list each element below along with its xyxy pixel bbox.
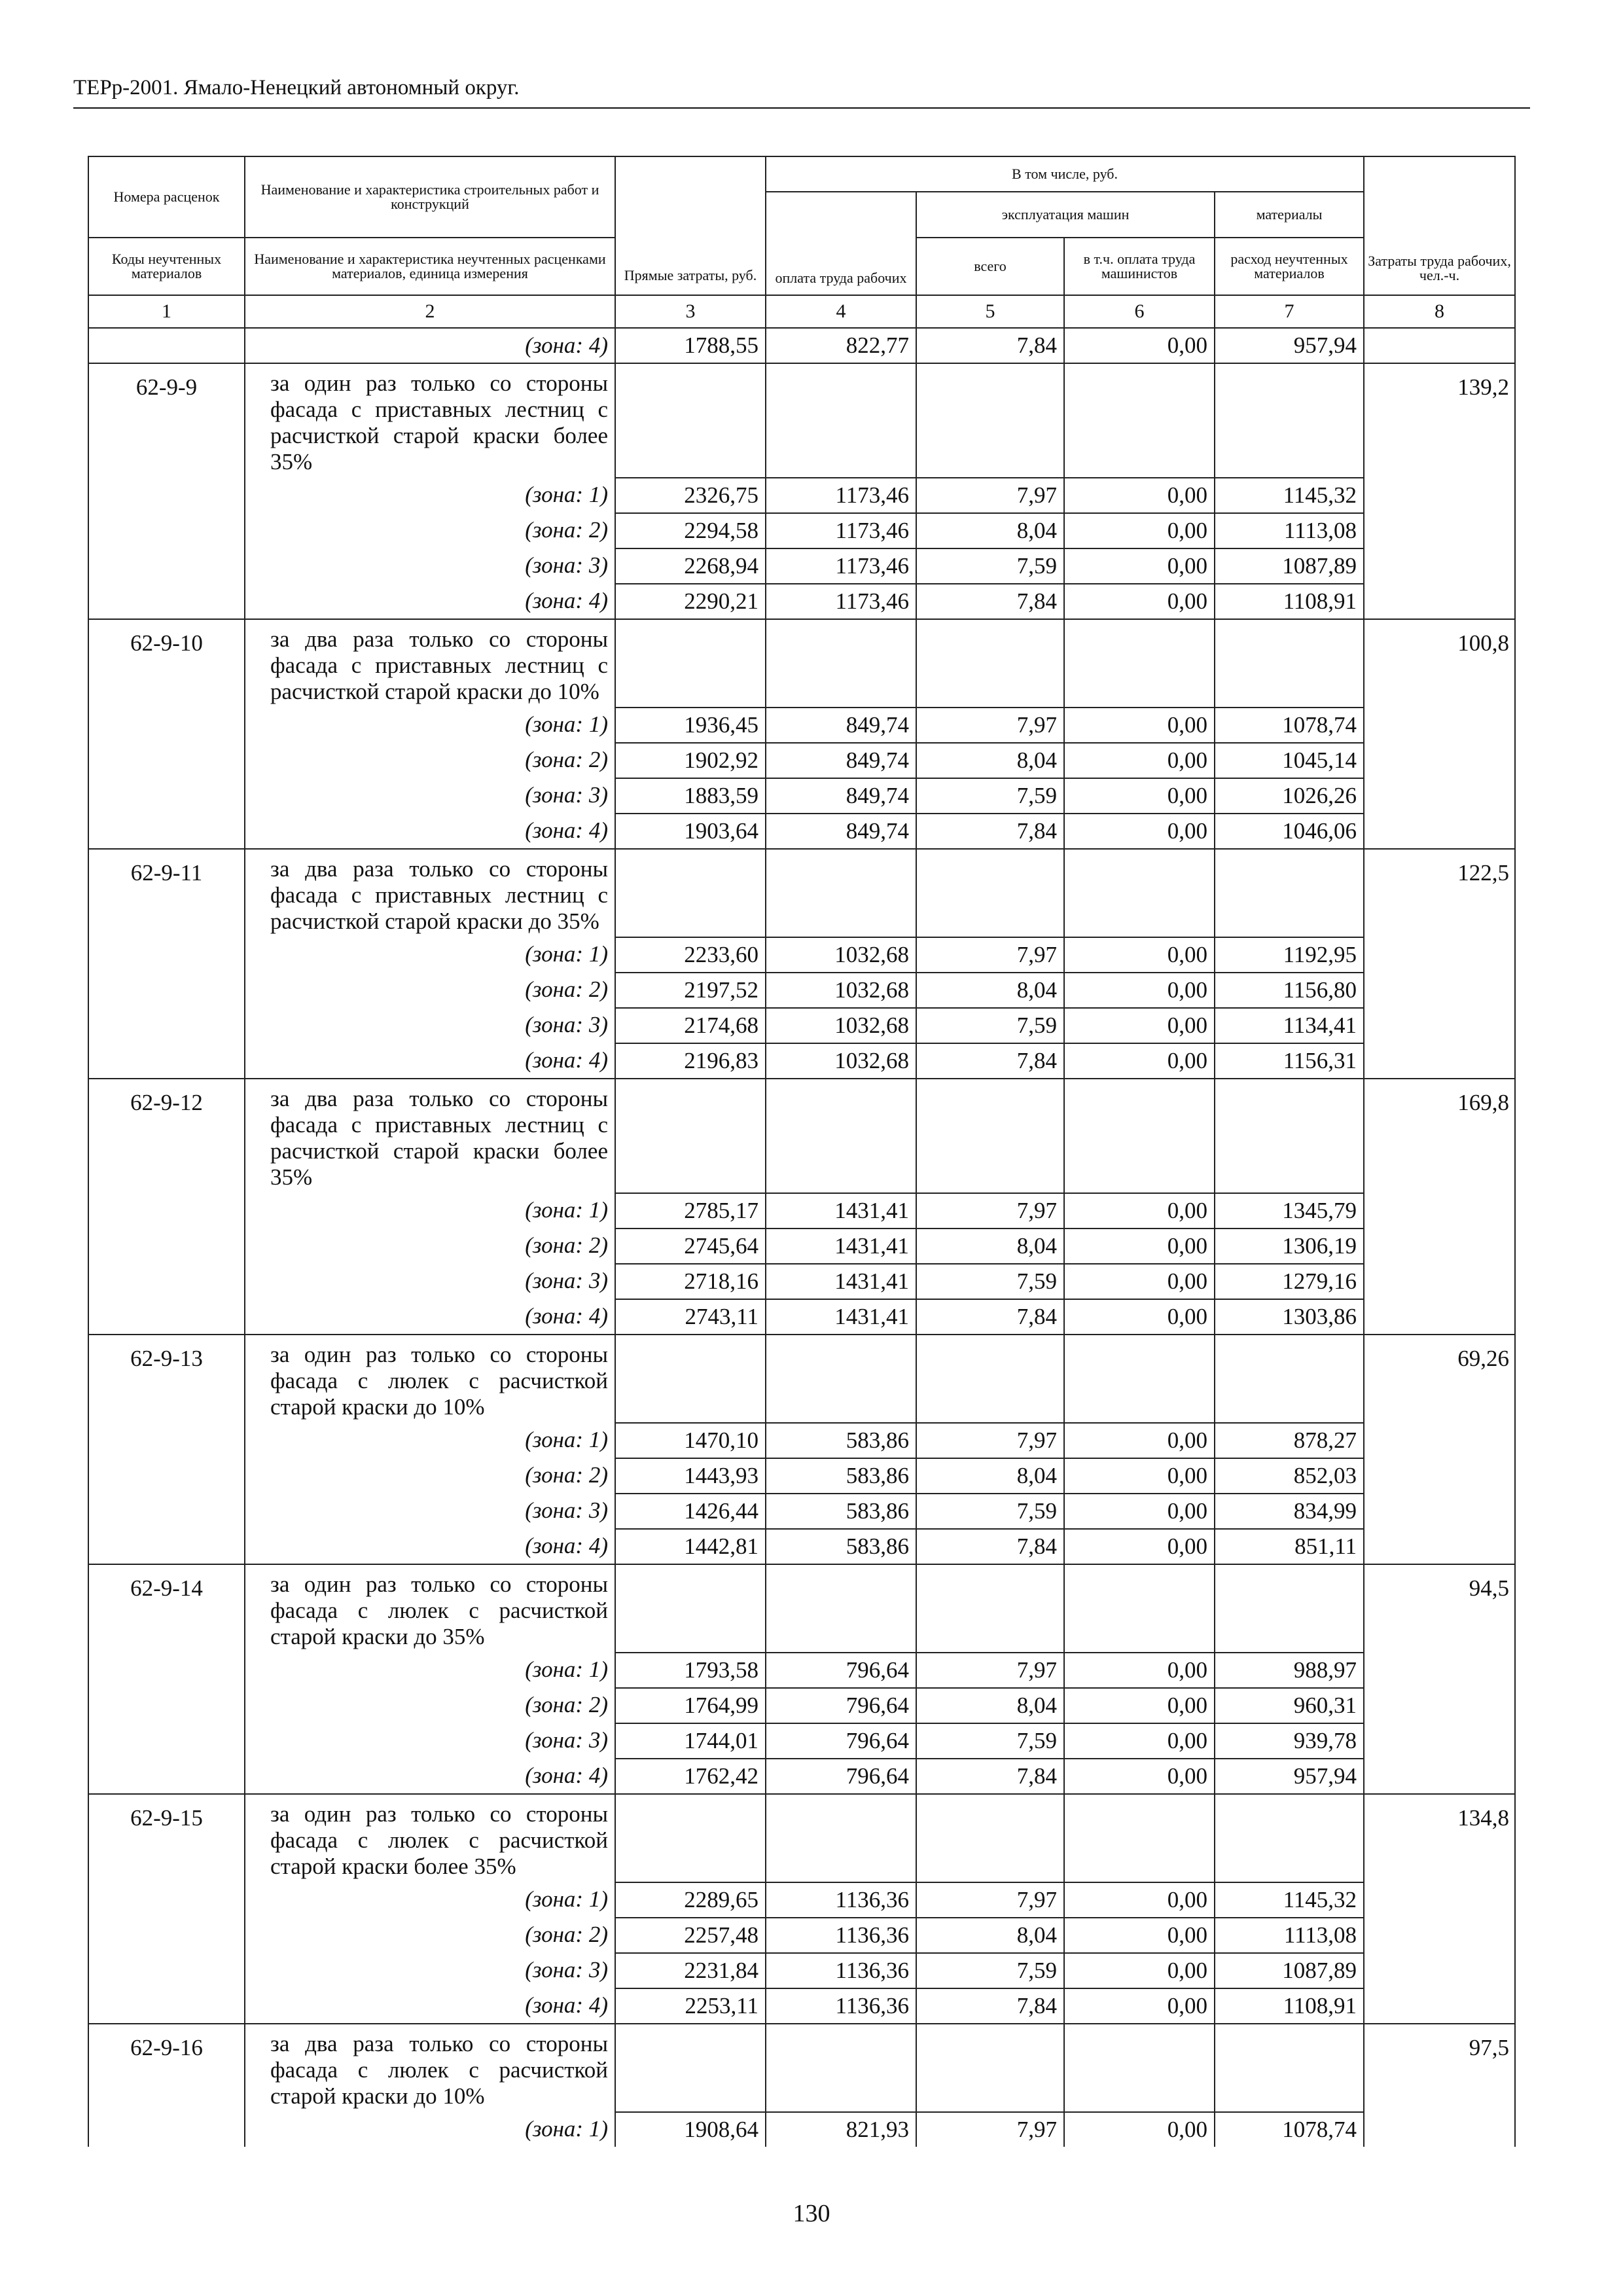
labor-costs-cell: 97,5: [1364, 2024, 1515, 2147]
machinist-pay-cell: 0,00: [1064, 2112, 1215, 2147]
rate-code: 62-9-12: [88, 1079, 245, 1335]
materials-cell: 1192,95: [1215, 937, 1364, 973]
machine-total-cell: 7,59: [916, 1264, 1064, 1299]
materials-cell: 957,94: [1215, 1759, 1364, 1794]
zone-row: [88, 1229, 1515, 1264]
machinist-pay-cell: 0,00: [1064, 1008, 1215, 1043]
column-number: 3: [615, 295, 766, 328]
rate-entry-row: [88, 849, 1515, 937]
worker-pay-cell: 1431,41: [766, 1193, 916, 1229]
zone-label: (зона: 2): [245, 513, 615, 548]
direct-costs-cell: 2718,16: [615, 1264, 766, 1299]
machinist-pay-cell: 0,00: [1064, 1882, 1215, 1918]
materials-cell: 1087,89: [1215, 548, 1364, 584]
direct-costs-cell: 2745,64: [615, 1229, 766, 1264]
col-material-codes: Коды неучтенных материалов: [88, 238, 245, 295]
direct-costs-cell: 2253,11: [615, 1988, 766, 2024]
machinist-pay-cell: 0,00: [1064, 1759, 1215, 1794]
materials-cell: 1279,16: [1215, 1264, 1364, 1299]
zone-label: (зона: 3): [245, 548, 615, 584]
machine-total-cell: 7,84: [916, 584, 1064, 619]
machinist-pay-cell: 0,00: [1064, 1458, 1215, 1494]
direct-costs-cell: 2257,48: [615, 1918, 766, 1953]
machinist-pay-cell: 0,00: [1064, 1299, 1215, 1335]
worker-pay-cell: 1173,46: [766, 548, 916, 584]
machine-total-cell: 7,97: [916, 708, 1064, 743]
machinist-pay-cell: 0,00: [1064, 743, 1215, 778]
direct-costs-cell: 2174,68: [615, 1008, 766, 1043]
machine-total-cell: 7,97: [916, 937, 1064, 973]
machinist-pay-cell: 0,00: [1064, 1988, 1215, 2024]
zone-label: (зона: 4): [245, 1988, 615, 2024]
zone-row: [88, 708, 1515, 743]
page-number: 130: [793, 2200, 830, 2227]
materials-cell: 1045,14: [1215, 743, 1364, 778]
machinist-pay-cell: 0,00: [1064, 1423, 1215, 1458]
zone-label: (зона: 3): [245, 1494, 615, 1529]
rate-code: 62-9-13: [88, 1335, 245, 1564]
machine-total-cell: 7,84: [916, 328, 1064, 363]
rate-entry-row: [88, 2024, 1515, 2112]
page-header: [73, 73, 1530, 109]
materials-cell: 1156,80: [1215, 973, 1364, 1008]
work-description: за два раза только со стороны фасада с люлек с расчисткой старой краски до 10%: [245, 2024, 615, 2112]
direct-costs-cell: 2326,75: [615, 478, 766, 513]
rates-table: [88, 156, 1516, 2147]
machine-total-cell: 8,04: [916, 1458, 1064, 1494]
materials-cell: 1145,32: [1215, 478, 1364, 513]
machinist-pay-cell: 0,00: [1064, 548, 1215, 584]
worker-pay-cell: 796,64: [766, 1723, 916, 1759]
direct-costs-cell: 1762,42: [615, 1759, 766, 1794]
worker-pay-cell: 1032,68: [766, 1008, 916, 1043]
machinist-pay-cell: 0,00: [1064, 708, 1215, 743]
worker-pay-cell: 1136,36: [766, 1882, 916, 1918]
zone-label: (зона: 2): [245, 743, 615, 778]
col-including: В том числе, руб.: [766, 156, 1364, 192]
worker-pay-cell: 796,64: [766, 1688, 916, 1723]
column-number: 4: [766, 295, 916, 328]
zone-row: [88, 1759, 1515, 1794]
direct-costs-cell: 2294,58: [615, 513, 766, 548]
labor-costs-cell: 100,8: [1364, 619, 1515, 849]
machine-total-cell: 7,84: [916, 1988, 1064, 2024]
col-rate-number: Номера расценок: [88, 156, 245, 238]
machine-total-cell: 8,04: [916, 973, 1064, 1008]
zone-label: (зона: 3): [245, 1723, 615, 1759]
materials-cell: 878,27: [1215, 1423, 1364, 1458]
zone-label: (зона: 1): [245, 1882, 615, 1918]
zone-label: (зона: 4): [245, 1529, 615, 1564]
worker-pay-cell: 583,86: [766, 1529, 916, 1564]
machinist-pay-cell: 0,00: [1064, 1918, 1215, 1953]
zone-row: [88, 973, 1515, 1008]
materials-cell: 1303,86: [1215, 1299, 1364, 1335]
direct-costs-cell: 1902,92: [615, 743, 766, 778]
machinist-pay-cell: 0,00: [1064, 1653, 1215, 1688]
zone-label: (зона: 1): [245, 1193, 615, 1229]
materials-cell: 1145,32: [1215, 1882, 1364, 1918]
machinist-pay-cell: 0,00: [1064, 1043, 1215, 1079]
rate-code: 62-9-10: [88, 619, 245, 849]
zone-label: (зона: 4): [245, 1299, 615, 1335]
machine-total-cell: 7,84: [916, 814, 1064, 849]
col-direct-costs: Прямые затраты, руб.: [615, 156, 766, 295]
worker-pay-cell: 1136,36: [766, 1988, 916, 2024]
zone-row: [88, 2112, 1515, 2147]
machine-total-cell: 8,04: [916, 513, 1064, 548]
zone-label: (зона: 4): [245, 1043, 615, 1079]
rate-entry-row: [88, 363, 1515, 478]
rate-entry-row: [88, 1794, 1515, 1882]
materials-cell: 1078,74: [1215, 708, 1364, 743]
machinist-pay-cell: 0,00: [1064, 584, 1215, 619]
materials-cell: 957,94: [1215, 328, 1364, 363]
materials-cell: 1108,91: [1215, 584, 1364, 619]
work-description: за два раза только со стороны фасада с приставных лестниц с расчисткой старой краски более 35%: [245, 1079, 615, 1193]
worker-pay-cell: 1136,36: [766, 1953, 916, 1988]
zone-row: [88, 1008, 1515, 1043]
zone-label: (зона: 1): [245, 1653, 615, 1688]
zone-row: [88, 513, 1515, 548]
materials-cell: 834,99: [1215, 1494, 1364, 1529]
work-description: за два раза только со стороны фасада с приставных лестниц с расчисткой старой краски до 10%: [245, 619, 615, 708]
direct-costs-cell: 1936,45: [615, 708, 766, 743]
zone-row: [88, 778, 1515, 814]
work-description: за один раз только со стороны фасада с люлек с расчисткой старой краски более 35%: [245, 1794, 615, 1882]
machine-total-cell: 8,04: [916, 1918, 1064, 1953]
zone-row: [88, 1653, 1515, 1688]
zone-label: (зона: 1): [245, 937, 615, 973]
labor-costs-cell: 94,5: [1364, 1564, 1515, 1794]
direct-costs-cell: 1764,99: [615, 1688, 766, 1723]
col-materials: материалы: [1215, 192, 1364, 238]
machine-total-cell: 7,84: [916, 1759, 1064, 1794]
machinist-pay-cell: 0,00: [1064, 1723, 1215, 1759]
direct-costs-cell: 2785,17: [615, 1193, 766, 1229]
zone-label: (зона: 3): [245, 1008, 615, 1043]
materials-cell: 1078,74: [1215, 2112, 1364, 2147]
machinist-pay-cell: 0,00: [1064, 513, 1215, 548]
materials-cell: 1026,26: [1215, 778, 1364, 814]
zone-label: (зона: 2): [245, 1918, 615, 1953]
materials-cell: 1134,41: [1215, 1008, 1364, 1043]
worker-pay-cell: 1032,68: [766, 937, 916, 973]
direct-costs-cell: 1443,93: [615, 1458, 766, 1494]
rate-code: 62-9-11: [88, 849, 245, 1079]
machinist-pay-cell: 0,00: [1064, 1264, 1215, 1299]
worker-pay-cell: 849,74: [766, 778, 916, 814]
direct-costs-cell: 2197,52: [615, 973, 766, 1008]
rate-entry-row: [88, 1335, 1515, 1423]
worker-pay-cell: 796,64: [766, 1759, 916, 1794]
direct-costs-cell: 2743,11: [615, 1299, 766, 1335]
document-title: ТЕРр-2001. Ямало-Ненецкий автономный округ.: [73, 76, 520, 99]
machinist-pay-cell: 0,00: [1064, 1688, 1215, 1723]
rate-code: 62-9-14: [88, 1564, 245, 1794]
materials-cell: 939,78: [1215, 1723, 1364, 1759]
machinist-pay-cell: 0,00: [1064, 478, 1215, 513]
worker-pay-cell: 849,74: [766, 708, 916, 743]
zone-row: [88, 1882, 1515, 1918]
zone-label: (зона: 4): [245, 328, 615, 363]
direct-costs-cell: 2233,60: [615, 937, 766, 973]
zone-label: (зона: 2): [245, 973, 615, 1008]
labor-costs-cell: 69,26: [1364, 1335, 1515, 1564]
direct-costs-cell: 2196,83: [615, 1043, 766, 1079]
col-machine-operation: эксплуатация машин: [916, 192, 1215, 238]
worker-pay-cell: 822,77: [766, 328, 916, 363]
materials-cell: 1046,06: [1215, 814, 1364, 849]
zone-row: [88, 1299, 1515, 1335]
machinist-pay-cell: 0,00: [1064, 1229, 1215, 1264]
materials-cell: 1087,89: [1215, 1953, 1364, 1988]
zone-row: [88, 1043, 1515, 1079]
work-description: за один раз только со стороны фасада с люлек с расчисткой старой краски до 35%: [245, 1564, 615, 1653]
machine-total-cell: 7,59: [916, 1953, 1064, 1988]
zone-label: (зона: 1): [245, 478, 615, 513]
machinist-pay-cell: 0,00: [1064, 1953, 1215, 1988]
worker-pay-cell: 796,64: [766, 1653, 916, 1688]
direct-costs-cell: 2268,94: [615, 548, 766, 584]
column-number: 5: [916, 295, 1064, 328]
machine-total-cell: 7,97: [916, 1882, 1064, 1918]
col-machine-total: всего: [916, 238, 1064, 295]
machinist-pay-cell: 0,00: [1064, 1529, 1215, 1564]
rate-code: 62-9-16: [88, 2024, 245, 2147]
worker-pay-cell: 1173,46: [766, 478, 916, 513]
zone-label: (зона: 1): [245, 708, 615, 743]
zone-label: (зона: 2): [245, 1688, 615, 1723]
direct-costs-cell: 1908,64: [615, 2112, 766, 2147]
machine-total-cell: 7,84: [916, 1299, 1064, 1335]
labor-costs-cell: 134,8: [1364, 1794, 1515, 2024]
zone-label: (зона: 2): [245, 1229, 615, 1264]
machine-total-cell: 7,59: [916, 1008, 1064, 1043]
col-labor-costs: Затраты труда рабочих, чел.-ч.: [1364, 156, 1515, 295]
worker-pay-cell: 583,86: [766, 1494, 916, 1529]
materials-cell: 988,97: [1215, 1653, 1364, 1688]
direct-costs-cell: 1470,10: [615, 1423, 766, 1458]
materials-cell: 1113,08: [1215, 1918, 1364, 1953]
machinist-pay-cell: 0,00: [1064, 814, 1215, 849]
direct-costs-cell: 1788,55: [615, 328, 766, 363]
labor-costs-cell: 139,2: [1364, 363, 1515, 619]
zone-row: [88, 584, 1515, 619]
column-number: 1: [88, 295, 245, 328]
materials-cell: 1306,19: [1215, 1229, 1364, 1264]
worker-pay-cell: 1032,68: [766, 973, 916, 1008]
work-description: за два раза только со стороны фасада с приставных лестниц с расчисткой старой краски до 35%: [245, 849, 615, 937]
zone-label: (зона: 2): [245, 1458, 615, 1494]
rate-entry-row: [88, 1564, 1515, 1653]
machine-total-cell: 7,97: [916, 1653, 1064, 1688]
materials-cell: 851,11: [1215, 1529, 1364, 1564]
machine-total-cell: 7,59: [916, 1723, 1064, 1759]
direct-costs-cell: 1883,59: [615, 778, 766, 814]
zone-row: [88, 1953, 1515, 1988]
worker-pay-cell: 1173,46: [766, 584, 916, 619]
machine-total-cell: 8,04: [916, 1688, 1064, 1723]
rate-code: 62-9-9: [88, 363, 245, 619]
worker-pay-cell: 1431,41: [766, 1229, 916, 1264]
zone-row: [88, 1494, 1515, 1529]
zone-row: [88, 1529, 1515, 1564]
col-machinist-pay: в т.ч. оплата труда машинистов: [1064, 238, 1215, 295]
direct-costs-cell: 1744,01: [615, 1723, 766, 1759]
machinist-pay-cell: 0,00: [1064, 1494, 1215, 1529]
col-material-usage: расход неучтенных материалов: [1215, 238, 1364, 295]
machine-total-cell: 7,97: [916, 478, 1064, 513]
column-number: 8: [1364, 295, 1515, 328]
carry-over-row: [88, 328, 1515, 363]
machine-total-cell: 7,97: [916, 1193, 1064, 1229]
worker-pay-cell: 1136,36: [766, 1918, 916, 1953]
col-worker-pay: оплата труда рабочих: [766, 192, 916, 295]
direct-costs-cell: 2289,65: [615, 1882, 766, 1918]
machine-total-cell: 8,04: [916, 1229, 1064, 1264]
zone-row: [88, 1688, 1515, 1723]
zone-label: (зона: 3): [245, 1953, 615, 1988]
rate-entry-row: [88, 1079, 1515, 1193]
rate-code: 62-9-15: [88, 1794, 245, 2024]
worker-pay-cell: 583,86: [766, 1423, 916, 1458]
materials-cell: 960,31: [1215, 1688, 1364, 1723]
machinist-pay-cell: 0,00: [1064, 937, 1215, 973]
materials-cell: 1156,31: [1215, 1043, 1364, 1079]
direct-costs-cell: 1442,81: [615, 1529, 766, 1564]
col-material-name: Наименование и характеристика неучтенных расценками материалов, единица измерения: [245, 238, 615, 295]
zone-label: (зона: 3): [245, 1264, 615, 1299]
zone-row: [88, 1988, 1515, 2024]
zone-row: [88, 1264, 1515, 1299]
machine-total-cell: 7,97: [916, 2112, 1064, 2147]
worker-pay-cell: 583,86: [766, 1458, 916, 1494]
worker-pay-cell: 849,74: [766, 814, 916, 849]
zone-row: [88, 1723, 1515, 1759]
machine-total-cell: 7,97: [916, 1423, 1064, 1458]
zone-label: (зона: 4): [245, 1759, 615, 1794]
direct-costs-cell: 2231,84: [615, 1953, 766, 1988]
machine-total-cell: 7,84: [916, 1529, 1064, 1564]
machine-total-cell: 7,59: [916, 778, 1064, 814]
worker-pay-cell: 1173,46: [766, 513, 916, 548]
worker-pay-cell: 1431,41: [766, 1299, 916, 1335]
materials-cell: 1108,91: [1215, 1988, 1364, 2024]
zone-row: [88, 548, 1515, 584]
zone-label: (зона: 4): [245, 584, 615, 619]
materials-cell: 1345,79: [1215, 1193, 1364, 1229]
materials-cell: 852,03: [1215, 1458, 1364, 1494]
worker-pay-cell: 1032,68: [766, 1043, 916, 1079]
machinist-pay-cell: 0,00: [1064, 1193, 1215, 1229]
machinist-pay-cell: 0,00: [1064, 328, 1215, 363]
machine-total-cell: 7,59: [916, 1494, 1064, 1529]
zone-label: (зона: 1): [245, 1423, 615, 1458]
zone-label: (зона: 4): [245, 814, 615, 849]
labor-costs-cell: 169,8: [1364, 1079, 1515, 1335]
direct-costs-cell: 1903,64: [615, 814, 766, 849]
zone-row: [88, 1458, 1515, 1494]
zone-row: [88, 1193, 1515, 1229]
machinist-pay-cell: 0,00: [1064, 778, 1215, 814]
zone-row: [88, 743, 1515, 778]
machine-total-cell: 7,59: [916, 548, 1064, 584]
materials-cell: 1113,08: [1215, 513, 1364, 548]
zone-row: [88, 937, 1515, 973]
work-description: за один раз только со стороны фасада с приставных лестниц с расчисткой старой краски более 35%: [245, 363, 615, 478]
zone-label: (зона: 1): [245, 2112, 615, 2147]
worker-pay-cell: 821,93: [766, 2112, 916, 2147]
worker-pay-cell: 1431,41: [766, 1264, 916, 1299]
direct-costs-cell: 1426,44: [615, 1494, 766, 1529]
machinist-pay-cell: 0,00: [1064, 973, 1215, 1008]
column-number: 6: [1064, 295, 1215, 328]
zone-row: [88, 478, 1515, 513]
zone-row: [88, 814, 1515, 849]
zone-row: [88, 1918, 1515, 1953]
machine-total-cell: 7,84: [916, 1043, 1064, 1079]
direct-costs-cell: 2290,21: [615, 584, 766, 619]
zone-row: [88, 1423, 1515, 1458]
zone-label: (зона: 3): [245, 778, 615, 814]
column-number-row: [88, 295, 1515, 328]
column-number: 2: [245, 295, 615, 328]
direct-costs-cell: 1793,58: [615, 1653, 766, 1688]
col-work-name: Наименование и характеристика строительных работ и конструкций: [245, 156, 615, 238]
work-description: за один раз только со стороны фасада с люлек с расчисткой старой краски до 10%: [245, 1335, 615, 1423]
worker-pay-cell: 849,74: [766, 743, 916, 778]
labor-costs-cell: 122,5: [1364, 849, 1515, 1079]
column-number: 7: [1215, 295, 1364, 328]
rate-entry-row: [88, 619, 1515, 708]
machine-total-cell: 8,04: [916, 743, 1064, 778]
